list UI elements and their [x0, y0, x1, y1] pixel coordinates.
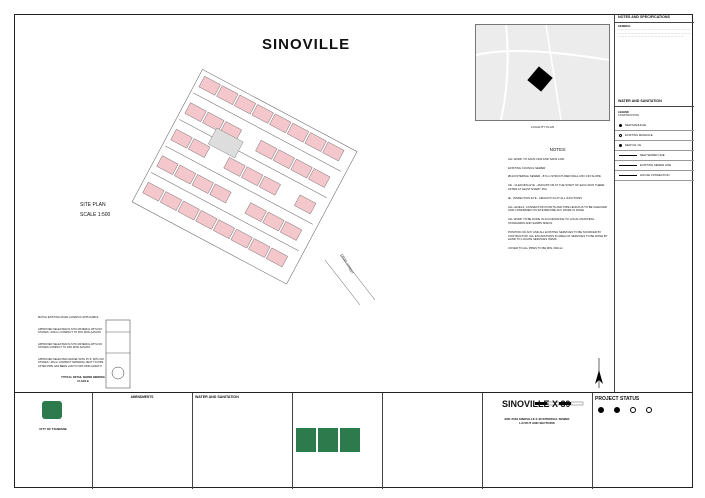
- amendments-cell: AMENDMENTS: [92, 393, 193, 489]
- project-title: SINOVILLE X 39: [502, 399, 571, 409]
- notes-block: [508, 148, 608, 256]
- note-item: ALL WORK TO BE DONE IN ACCORDANCE TO LOCAL MUNICIPAL STANDARDS AND SANBS SPECS.: [508, 217, 595, 225]
- section-detail: MATCH EXISTING ROAD LAYERS IF APPLICABLE APPROVED SELECTED IN-SITU MATERIAL WITH NO STONES >100mm COMPACT TO 90% MOD.AASHTO APPROVED SELECTED IN-SITU MATERIAL WITH NO STONES COMPACT TO 93% MOD.AASHTO APPROVED SELECTED GRAVEL WITH PI<6, WITH NO STONES >30mm COMPACT MATERIAL NEXT TO PIPE AFTER PIPE HAS BEEN LAID TO 90% MOD.AASHTO TYPICAL DETAIL SEWER BEDDING CLASS B: [38, 316, 105, 383]
- legend-item: HOUSE CONNECTION: [615, 171, 694, 181]
- bedding-detail-drawing: [104, 318, 134, 392]
- note-item: IE - INSPECTION EYE - AMOUNT=14 AT ALL JUNCTIONS: [508, 195, 583, 200]
- legend-item: NEW MANHOLE: [615, 121, 694, 131]
- note-item: POSITION OF ANY AND ALL EXISTING SERVICES TO BE SOURCED BY CONTRACTOR. ALL EXCAVATIONS IN AREA OF SERVICES TO BE DONE BY HAND TO LOCATE SERVICES ITEMS.: [508, 229, 608, 242]
- status-circle-icon: [598, 407, 604, 413]
- legend-sub: CONSTRUCTION: [618, 114, 639, 118]
- specs-heading: NOTES AND SPECIFICATIONS: [615, 14, 694, 23]
- water-cell: WATER AND SANITATION: [192, 393, 293, 489]
- status-circle-icon: [614, 407, 620, 413]
- north-arrow-icon: [592, 356, 606, 390]
- existing-sewer-icon: [619, 165, 637, 166]
- legend-item: NEW SEWER LINE: [615, 151, 694, 161]
- existing-manhole-icon: [619, 134, 622, 137]
- water-heading: WATER AND SANITATION: [615, 98, 694, 107]
- legend-item: EXISTING SEWER LINE: [615, 161, 694, 171]
- consultant-logo: [296, 428, 360, 452]
- project-cell: [482, 393, 593, 489]
- specification-sidebar: [614, 14, 694, 392]
- locality-label: LOCALITY PLAN: [530, 125, 555, 129]
- drawing-info-cell: [382, 393, 483, 489]
- note-item: Ø110 INTERNAL SEWER - 87mm STRUCTURED WALL MIN 1:60 SLOPE: [508, 174, 601, 179]
- note-item: ALL WORK TO SANS 1200 AND SANS 1200: [508, 156, 565, 161]
- legend-heading: LEGEND: [618, 110, 629, 114]
- drawing-description: ERF 2169 SINOVILLE X 39 INTERNAL SEWER LAYOUT AND SECTIONS: [504, 417, 570, 425]
- city-logo-cell: [14, 393, 93, 489]
- note-item: COVER TO ALL PIPES TO BE MIN. 600mm: [508, 246, 563, 251]
- city-logo-icon: [42, 401, 62, 419]
- general-notes: — — — — — — — — — — — — — — — — — — — — — — — — — — — — — — — — — — — — — — — — — — — — — — — — — — — — — — — — — — — — — — — —: [618, 28, 691, 39]
- note-item: EXISTING COUNCIL SEWER: [508, 165, 546, 170]
- locality-map: [475, 24, 610, 129]
- legend-item: NEW CE / IE: [615, 141, 694, 151]
- notes-heading: NOTES:: [549, 147, 567, 152]
- site-plan-drawing: [100, 60, 380, 305]
- sewer-line-icon: [619, 155, 637, 156]
- house-connection-icon: [619, 175, 637, 176]
- legend-item: EXISTING MANHOLE: [615, 131, 694, 141]
- status-circle-icon: [630, 407, 636, 413]
- road-label: CEDEL STREET: [339, 253, 355, 275]
- status-cell: [592, 393, 693, 489]
- city-name: CITY OF TSHWANE: [39, 427, 67, 431]
- locality-map-drawing: [476, 25, 609, 120]
- page-title: SINOVILLE: [262, 36, 351, 53]
- note-item: ALL LEVELS, CONNECTION POINTS AND PIPE LENGTHS TO BE CHECKED AND CONFIRMED ON SITE BEFORE ANY WORK IS DONE: [508, 204, 607, 213]
- general-heading: GENERAL: [618, 24, 631, 28]
- project-status-label: PROJECT STATUS: [595, 396, 640, 402]
- status-circle-icon: [646, 407, 652, 413]
- new-manhole-icon: [619, 124, 622, 127]
- note-item: CE - CLEANING EYE - AMOUNT=36 AT THE START OF EACH RUN THERE AFTER AT LEAST EVERY 25m: [508, 183, 605, 191]
- site-plan-label: SITE PLAN SCALE 1:500: [80, 202, 111, 218]
- cleaning-eye-icon: [619, 144, 622, 147]
